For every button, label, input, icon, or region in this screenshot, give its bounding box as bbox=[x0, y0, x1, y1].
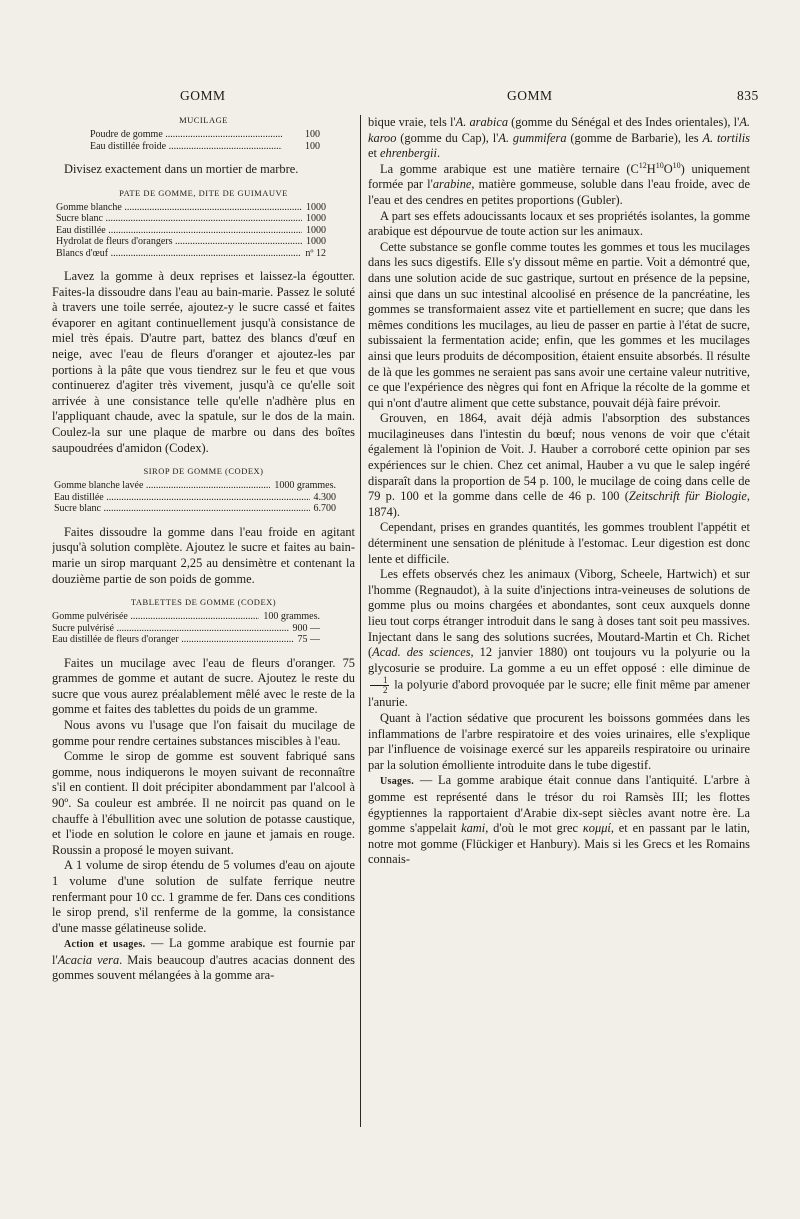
paragraph-faites-2: Faites un mucilage avec l'eau de fleurs d'oranger. 75 grammes de gomme et autant de sucre. Ajoutez le reste du sucre que vous aurez préalablement mêlé avec le reste de la gomme et faites des tablettes du poids de un gramme. bbox=[52, 655, 355, 717]
paragraph-lavez: Lavez la gomme à deux reprises et laissez-la égoutter. Faites-la dissoudre dans l'eau au bain-marie. Passez le soluté à travers une toile serrée, ajoutez-y le sucre cassé et faites évaporer en agitant continuellement jusqu'à consistance de miel très épais. D'autre part, battez des blancs d'œuf en neige, avec l'eau de fleurs d'oranger et ajoutez-les par portions à la pâte que vous tiendrez sur le feu et que vous continuerez d'agiter très vivement, jusqu'à ce qu'elle soit arrivée à une consistance telle qu'elle n'adhère plus en l'appliquant chaude, avec la spatule, sur le dos de la main. Coulez-la sur une plaque de marbre ou dans des boîtes saupoudrées d'amidon (Codex). bbox=[52, 269, 355, 455]
paragraph-a1: A 1 volume de sirop étendu de 5 volumes d'eau on ajoute 1 volume d'une solution de sulfate ferrique neutre renfermant pour 10 cc. 1 gramme de fer. Dans ces conditions le sirop prend, s'il renferme de la gomme, la consistance d'une masse gélatineuse solide. bbox=[52, 858, 355, 935]
recipe-pate bbox=[56, 202, 326, 260]
recipe-line: Gomme blanche ..... 1000 bbox=[56, 202, 326, 214]
paragraph-action: Action et usages. — La gomme arabique est fournie par l'Acacia vera. Mais beaucoup d'autres acacias donnent des gommes souvent mélangées à la gomme ara- bbox=[52, 936, 355, 983]
recipe-line: Sucre blanc ..... 1000 bbox=[56, 213, 326, 225]
paragraph-quant: Quant à l'action sédative que procurent les boissons gommées dans les inflammations de l'arbre respiratoire et des voies urinaires, elle s'explique par l'influence de voisinage exercé sur les appareils respiratoire ou urinaire par la solution émolliente introduite dans le tube digestif. bbox=[368, 710, 750, 772]
recipe-line: Blancs d'œuf ..... nº 12 bbox=[56, 248, 326, 260]
recipe-line: Poudre de gomme ..... 100 bbox=[90, 129, 320, 141]
recipe-line: Hydrolat de fleurs d'orangers ..... 1000 bbox=[56, 236, 326, 248]
recipe-line: Gomme blanche lavée ..... 1000 grammes. bbox=[54, 480, 336, 492]
recipe-line: Eau distillée ..... 4.300 bbox=[54, 492, 336, 504]
right-column bbox=[368, 115, 750, 1175]
paragraph-a-part: A part ses effets adoucissants locaux et ses propriétés isolantes, la gomme arabique est dépourvue de toute action sur les animaux. bbox=[368, 208, 750, 239]
paragraph-grouven: Grouven, en 1864, avait déjà admis l'absorption des substances mucilagineuses dans l'intestin du bœuf; nous venons de voir que c'était également là l'opinion de Voit. J. Hauber a corroboré cette opinion par ses expériences sur le chien. Chez cet animal, Hauber a vu que le salep ingéré disparaît dans la proportion de 54 p. 100, le mucilage de coing dans celle de 79 p. 100 et la gomme dans celle de 46 p. 100 (Zeitschrift für Biologie, 1874). bbox=[368, 411, 750, 519]
paragraph-usages: Usages. — La gomme arabique était connue dans l'antiquité. L'arbre à gomme est représenté dans le trésor du roi Ramsès III; les flottes égyptiennes la rapportaient d'Arabie dix-sept siècles avant notre ère. La gomme s'appelait kami, d'où le mot grec κομμί, et en passant par le latin, notre mot gomme (Flückiger et Hanbury). Mais si les Grecs et les Romains connais- bbox=[368, 773, 750, 867]
running-head-left: GOMM bbox=[180, 88, 226, 103]
paragraph-effets: Les effets observés chez les animaux (Viborg, Scheele, Hartwich) et sur l'homme (Regnaudot), à la suite d'injections intra-veineuses de solutions de gomme plus ou moins chargées et abondantes, sont ceux auxquels donne lieu tout corps étranger introduit dans le sang à doses tant soit peu massives. Injectant dans le sang des solutions sucrées, Moutard-Martin et Ch. Richet (Acad. des sciences, 12 janvier 1880) ont toujours vu la polyurie ou la glycosurie se produire. La gomme a eu un effet opposé : elle diminue de $\frac{1}{2}$ la polyurie d'abord provoquée par le sucre; elle finit même par amener l'anurie. bbox=[368, 567, 750, 710]
paragraph-comme: Comme le sirop de gomme est souvent fabriqué sans gomme, nous indiquerons le moyen suivant de reconnaître s'il en contient. Il doit précipiter abondamment par l'alcool à 90º. Sa couleur est ambrée. Il ne noircit pas quand on le chauffe à l'ébullition avec une solution de potasse caustique, et l'iode en solution le colore en jaune et jamais en rouge. Roussin a proposé le moyen suivant. bbox=[52, 749, 355, 857]
paragraph-gomme-arabique: La gomme arabique est une matière ternaire $(C^{12}H^{10}O^{10})$ uniquement formée par l'arabine, matière gommeuse, soluble dans l'eau froide, avec de l'eau et des cendres en petites proportions (Gubler). bbox=[368, 160, 750, 207]
running-head-right: GOMM bbox=[507, 88, 553, 103]
recipe-line: Sucre blanc ..... 6.700 bbox=[54, 503, 336, 515]
paragraph-faites-1: Faites dissoudre la gomme dans l'eau froide en agitant jusqu'à solution complète. Ajoutez le sucre et faites au bain-marie un sirop marquant 2,25 au densimètre et contenant la douzième partie de son poids de gomme. bbox=[52, 524, 355, 586]
run-in-heading-usages: Usages. bbox=[380, 776, 415, 788]
paragraph-divisez: Divisez exactement dans un mortier de marbre. bbox=[64, 162, 299, 176]
recipe-title-sirop: SIROP DE GOMME (CODEX) bbox=[143, 466, 264, 477]
fraction-one-half: $\frac{1}{2}$ bbox=[370, 676, 389, 695]
recipe-line: Eau distillée froide ..... 100 bbox=[90, 141, 320, 153]
paragraph-nous: Nous avons vu l'usage que l'on faisait du mucilage de gomme pour rendre certaines substances miscibles à l'eau. bbox=[52, 717, 355, 748]
recipe-title-tablettes: TABLETTES DE GOMME (CODEX) bbox=[130, 597, 277, 608]
left-column bbox=[52, 115, 355, 1175]
column-rule bbox=[360, 115, 361, 1127]
recipe-tablettes bbox=[52, 611, 320, 646]
recipe-line: Eau distillée de fleurs d'oranger ..... 75 — bbox=[52, 634, 320, 646]
run-in-heading-action: Action et usages. bbox=[64, 939, 146, 951]
paragraph-cependant: Cependant, prises en grandes quantités, les gommes troublent l'appétit et déterminent une sensation de plénitude à l'estomac. Leur digestion est donc lente et difficile. bbox=[368, 520, 750, 566]
recipe-line: Eau distillée ..... 1000 bbox=[56, 225, 326, 237]
recipe-sirop bbox=[54, 480, 336, 515]
paragraph-cette: Cette substance se gonfle comme toutes les gommes et tous les mucilages dans les sucs digestifs. Elle s'y dissout même en partie. Voit a démontré que, dans une solution acide de suc gastrique, surtout en présence de la pepsine, ainsi que dans un suc intestinal alcoolisé en présence de la pancréatine, les gommes se transformaient assez vite et partiellement en sucre; que dans les mêmes conditions les mucilages, au lieu de passer en partie à l'état de sucre, subissaient la fermentation acide; enfin, que les gommes et les mucilages ainsi que leurs produits de décomposition, étaient ensuite absorbés. Il résulte de là que les gommes ne seraient pas sans avoir une certaine valeur nutritive, ce que l'expérience des nègres qui font en Afrique la récolte de la gomme et qui n'ont d'autre aliment que cette substance, pouvait déjà faire prévoir. bbox=[368, 239, 750, 410]
page-number: 835 bbox=[737, 88, 759, 103]
recipe-title-pate: PATE DE GOMME, DITE DE GUIMAUVE bbox=[119, 187, 288, 198]
recipe-line: Sucre pulvérisé ..... 900 — bbox=[52, 623, 320, 635]
recipe-line: Gomme pulvérisée ..... 100 grammes. bbox=[52, 611, 320, 623]
paragraph-bique: bique vraie, tels l'A. arabica (gomme du Sénégal et des Indes orientales), l'A. karoo (gomme du Cap), l'A. gummifera (gomme de Barbarie), les A. tortilis et ehrenbergii. bbox=[368, 115, 750, 161]
recipe-title-mucilage: MUCILAGE bbox=[179, 115, 228, 125]
recipe-mucilage bbox=[90, 129, 320, 152]
